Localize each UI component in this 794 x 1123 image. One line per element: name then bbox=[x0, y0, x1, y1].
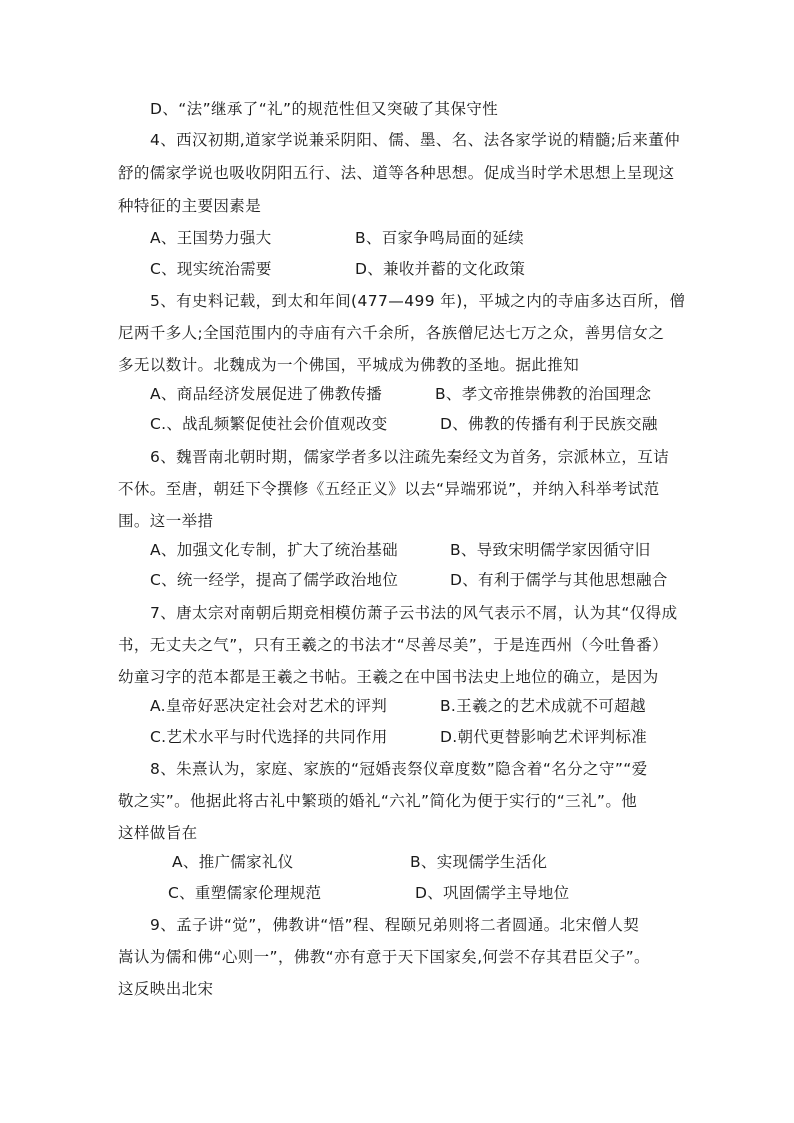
q7-line-2: 书，无丈夫之气”，只有王羲之的书法才“尽善尽美”，于是连西州（今吐鲁番） bbox=[118, 636, 668, 654]
q4-option-b: B、百家争鸣局面的延续 bbox=[355, 229, 524, 247]
q7-option-b: B.王羲之的艺术成就不可超越 bbox=[440, 697, 646, 715]
q8-option-d: D、巩固儒学主导地位 bbox=[415, 884, 570, 902]
q6-option-b: B、导致宋明儒学家因循守旧 bbox=[450, 541, 651, 559]
q8-line-3: 这样做旨在 bbox=[118, 824, 198, 842]
q3-option-d: D、“法”继承了“礼”的规范性但又突破了其保守性 bbox=[150, 100, 499, 118]
q7-line-1: 7、唐太宗对南朝后期竞相模仿萧子云书法的风气表示不屑，认为其“仅得成 bbox=[150, 604, 678, 622]
q5-option-b: B、孝文帝推崇佛教的治国理念 bbox=[435, 385, 652, 403]
q8-option-b: B、实现儒学生活化 bbox=[410, 853, 548, 871]
q5-line-1: 5、有史料记载，到太和年间(477—499 年)，平城之内的寺庙多达百所，僧 bbox=[150, 292, 686, 310]
q4-line-3: 种特征的主要因素是 bbox=[118, 197, 262, 215]
q6-option-d: D、有利于儒学与其他思想融合 bbox=[450, 571, 668, 589]
q9-line-3: 这反映出北宋 bbox=[118, 980, 214, 998]
q7-line-3: 幼童习字的范本都是王羲之书帖。王羲之在中国书法史上地位的确立，是因为 bbox=[118, 668, 659, 686]
q8-line-2: 敬之实”。他据此将古礼中繁琐的婚礼“六礼”简化为便于实行的“三礼”。他 bbox=[118, 792, 638, 810]
q6-line-2: 不休。至唐，朝廷下令撰修《五经正义》以去“异端邪说”，并纳入科举考试范 bbox=[118, 480, 660, 498]
q5-line-3: 多无以数计。北魏成为一个佛国，平城成为佛教的圣地。据此推知 bbox=[118, 356, 580, 374]
q5-option-c: C.、战乱频繁促使社会价值观改变 bbox=[150, 415, 388, 433]
q7-option-c: C.艺术水平与时代选择的共同作用 bbox=[150, 728, 388, 746]
q8-option-c: C、重塑儒家伦理规范 bbox=[168, 884, 322, 902]
q4-option-c: C、现实统治需要 bbox=[150, 260, 272, 278]
q4-line-1: 4、西汉初期,道家学说兼采阴阳、儒、墨、名、法各家学说的精髓;后来董仲 bbox=[150, 131, 681, 149]
q9-line-2: 嵩认为儒和佛“心则一”，佛教“亦有意于天下国家矣,何尝不存其君臣父子”。 bbox=[118, 948, 650, 966]
q5-option-a: A、商品经济发展促进了佛教传播 bbox=[150, 385, 383, 403]
q6-line-1: 6、魏晋南北朝时期，儒家学者多以注疏先秦经文为首务，宗派林立，互诘 bbox=[150, 448, 670, 466]
q5-option-d: D、佛教的传播有利于民族交融 bbox=[440, 415, 658, 433]
q6-line-3: 围。这一举措 bbox=[118, 512, 214, 530]
q7-option-d: D.朝代更替影响艺术评判标准 bbox=[440, 728, 648, 746]
q6-option-a: A、加强文化专制，扩大了统治基础 bbox=[150, 541, 398, 559]
q8-line-1: 8、朱熹认为，家庭、家族的“冠婚丧祭仪章度数”隐含着“名分之守”“爱 bbox=[150, 760, 648, 778]
q4-option-d: D、兼收并蓄的文化政策 bbox=[355, 260, 526, 278]
q5-line-2: 尼两千多人;全国范围内的寺庙有六千余所，各族僧尼达七万之众，善男信女之 bbox=[118, 324, 665, 342]
q8-option-a: A、推广儒家礼仪 bbox=[172, 853, 294, 871]
q7-option-a: A.皇帝好恶决定社会对艺术的评判 bbox=[150, 697, 388, 715]
q4-line-2: 舒的儒家学说也吸收阴阳五行、法、道等各种思想。促成当时学术思想上呈现这 bbox=[118, 164, 675, 182]
q6-option-c: C、统一经学，提高了儒学政治地位 bbox=[150, 571, 399, 589]
q4-option-a: A、王国势力强大 bbox=[150, 229, 272, 247]
q9-line-1: 9、孟子讲“觉”，佛教讲“悟”程、程颐兄弟则将二者圆通。北宋僧人契 bbox=[150, 916, 640, 934]
